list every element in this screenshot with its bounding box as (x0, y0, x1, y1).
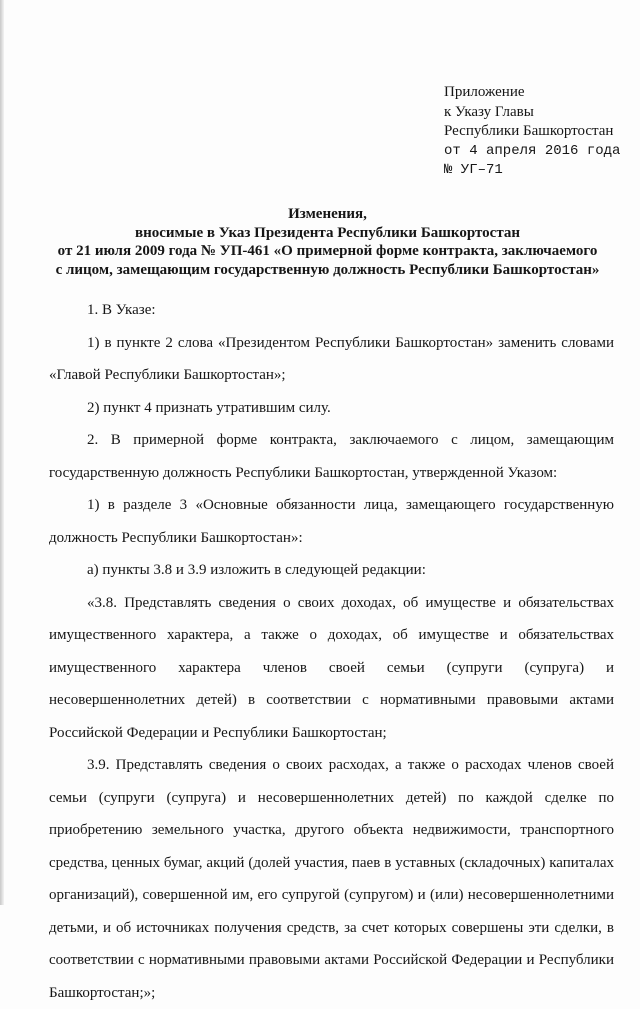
heading-line-1: Изменения, (288, 206, 367, 222)
appendix-line-3: Республики Башкортостан (444, 123, 614, 139)
paragraph-5: 1) в разделе 3 «Основные обязанности лица, замещающего государственную должность Республики Башкортостан»: (49, 497, 614, 546)
heading-line-2: вносимые в Указ Президента Республики Башкортостан (134, 224, 521, 241)
paragraph-4: 2. В примерной форме контракта, заключаемого с лицом, замещающим государственную должность Республики Башкортостан, утвержденной Указом: (49, 432, 614, 481)
heading-line-4: с лицом, замещающим государственную должность Республики Башкортостан» (55, 261, 600, 278)
appendix-date: от 4 апреля 2016 года (444, 142, 621, 159)
paragraph-1: 1. В Указе: (87, 302, 156, 318)
scan-edge (0, 0, 4, 905)
paragraph-2: 1) в пункте 2 слова «Президентом Республики Башкортостан» заменить словами «Главой Республики Башкортостан»; (49, 334, 614, 383)
appendix-line-2: к Указу Главы (444, 103, 534, 120)
paragraph-8: 3.9. Представлять сведения о своих расходах, а также о расходах членов своей семьи (супруги (супруга) и несовершеннолетних детей) по каждой сделке по приобретению земельного участка, другого объекта недвижимости, транспортного средства, ценных бумаг, акций (долей участия, паев в уставных (складочных) капиталах организаций), совершенной им, его супругой (супругом) и (или) несовершеннолетними детьми, и об источниках получения средств, за счет которых совершены эти сделки, в соответствии с нормативными правовыми актами Российской Федерации и Республики Башкортостан;»; (49, 757, 614, 1001)
paragraph-6: а) пункты 3.8 и 3.9 изложить в следующей редакции: (87, 562, 426, 578)
document-heading (40, 205, 615, 279)
document-body (49, 294, 614, 1009)
paragraph-3: 2) пункт 4 признать утратившим силу. (87, 399, 331, 416)
paragraph-7: «3.8. Представлять сведения о своих доходах, об имуществе и обязательствах имущественного характера, а также о доходах, об имуществе и обязательствах имущественного характера членов своей семьи (супруги (супруга) и несовершеннолетних детей) в соответствии с нормативными правовыми актами Российской Федерации и Республики Башкортостан; (49, 594, 614, 741)
appendix-block (444, 83, 634, 181)
heading-line-3: от 21 июля 2009 года № УП-461 «О примерной форме контракта, заключаемого (57, 243, 598, 259)
appendix-number: № УГ–71 (444, 162, 503, 178)
appendix-line-1: Приложение (444, 84, 525, 100)
